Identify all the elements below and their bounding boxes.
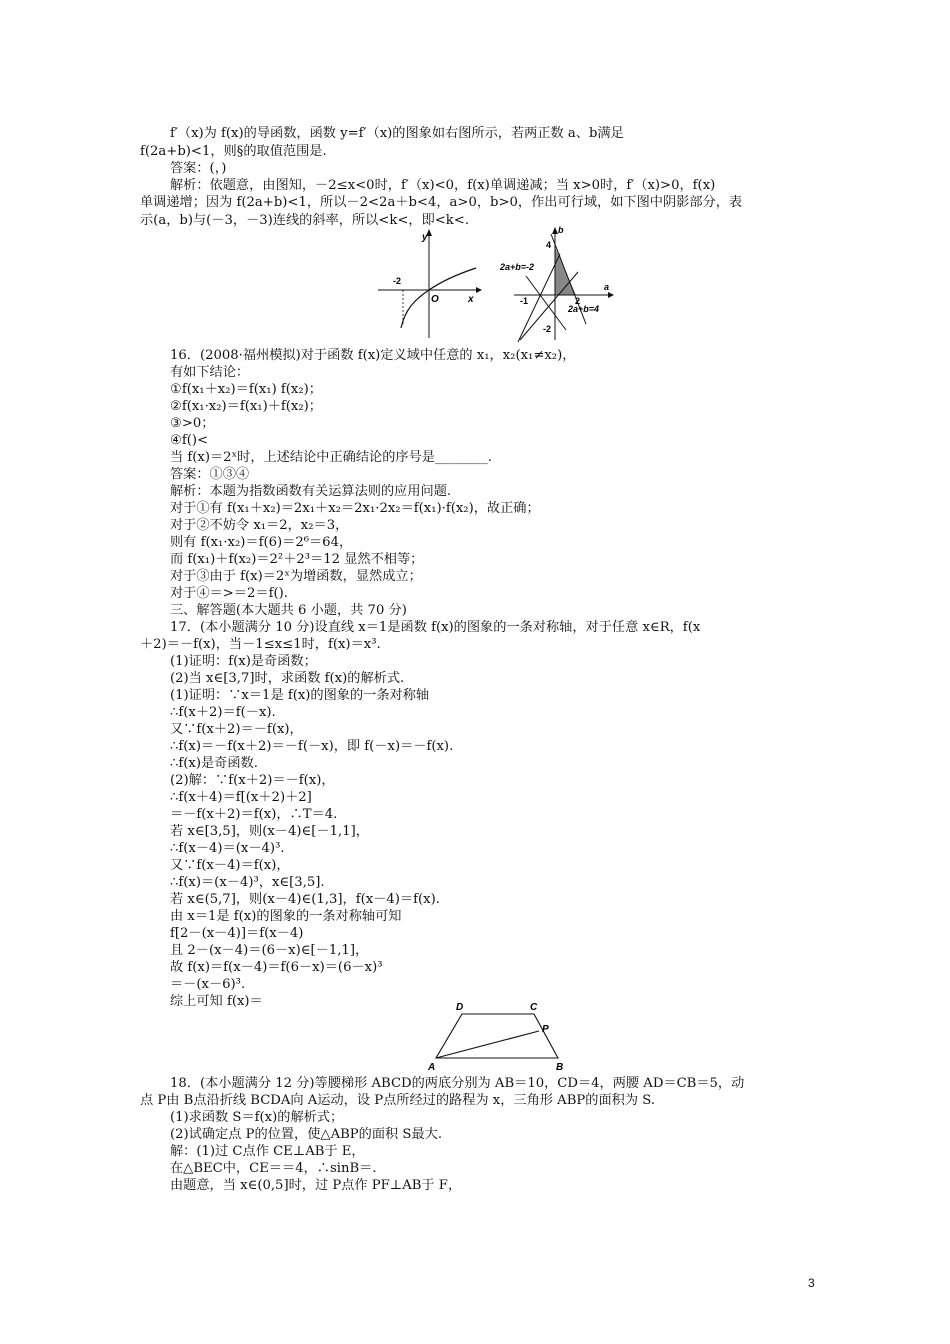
neg-one-label: -1 — [520, 296, 529, 306]
text-line: ②f(x₁·x₂)＝f(x₁)＋f(x₂)； — [170, 399, 322, 414]
text-line: 综上可知 f(x)＝ — [170, 994, 263, 1009]
text-line: ＝－(x－6)³. — [170, 977, 246, 992]
text-line: 若 x∈(5,7]，则(x－4)∈(1,3]，f(x－4)＝f(x). — [170, 892, 440, 907]
text-line: 解析：本题为指数函数有关运算法则的应用问题. — [170, 484, 452, 499]
text-line: 点 P由 B点沿折线 BCDA向 A运动，设 P点所经过的路程为 x，三角形 ABP的面积为 S. — [140, 1093, 655, 1108]
text-line: ∴f(x)是奇函数. — [170, 756, 258, 771]
text-line: ＋2)＝－f(x)，当－1≤x≤1时，f(x)＝x³. — [140, 637, 381, 652]
a-axis-arrow — [608, 292, 614, 298]
two-label: 2 — [575, 296, 581, 306]
text-line: 解析：依题意，由图知，－2≤x<0时，f′（x)<0，f(x)单调递减；当 x>0时，f′（x)>0，f(x) — [170, 178, 716, 193]
neg-two-label: -2 — [543, 324, 552, 334]
text-line: (1)证明：∵x＝1是 f(x)的图象的一条对称轴 — [170, 688, 430, 703]
text-line: 又∵f(x－4)＝f(x)， — [170, 858, 290, 873]
text-line: ③>0； — [170, 416, 215, 431]
text-line: (2)试确定点 P的位置，使△ABP的面积 S最大. — [170, 1127, 443, 1142]
origin-label: O — [431, 294, 439, 305]
text-line: 当 f(x)＝2ˣ时，上述结论中正确结论的序号是________. — [170, 450, 492, 465]
feasible-region-figure — [496, 224, 616, 344]
text-line: 有如下结论： — [170, 365, 250, 380]
point-p-label: P — [542, 1024, 549, 1035]
text-line: 由 x＝1是 f(x)的图象的一条对称轴可知 — [170, 909, 402, 924]
section-heading: 三、解答题(本大题共 6 小题，共 70 分) — [170, 603, 407, 618]
text-line: 对于④＝>＝2＝f(). — [170, 586, 288, 601]
vertex-d-label: D — [456, 1002, 464, 1013]
vertex-b-label: B — [556, 1062, 564, 1072]
text-line: (1)求函数 S＝f(x)的解析式； — [170, 1110, 344, 1125]
text-line: 答案：①③④ — [170, 467, 250, 482]
text-line: ①f(x₁＋x₂)＝f(x₁) f(x₂)； — [170, 382, 322, 397]
text-line: ∴f(x－4)＝(x－4)³. — [170, 841, 285, 856]
text-line: 答案：(，) — [170, 161, 227, 176]
trapezoid-figure — [426, 1000, 574, 1072]
text-line: 则有 f(x₁·x₂)＝f(6)＝2⁶＝64， — [170, 535, 353, 550]
text-line: ∴f(x＋2)＝f(－x). — [170, 705, 276, 720]
text-line: 若 x∈[3,5]，则(x－4)∈[－1,1]， — [170, 824, 369, 839]
text-line: ＝－f(x＋2)＝f(x)，∴T＝4. — [170, 807, 338, 822]
vertex-c-label: C — [530, 1002, 538, 1013]
y-axis-label: y — [422, 232, 428, 243]
text-line: ∴f(x)＝(x－4)³，x∈[3,5]. — [170, 875, 325, 890]
text-line: 且 2－(x－4)＝(6－x)∈[－1,1]， — [170, 943, 369, 958]
page-number: 3 — [808, 1276, 815, 1290]
x-axis-arrow — [476, 287, 482, 293]
text-line: 18．(本小题满分 12 分)等腰梯形 ABCD的两底分别为 AB＝10，CD＝4，两腰 AD＝CB＝5，动 — [170, 1076, 745, 1091]
neg-two-label: -2 — [393, 276, 402, 286]
text-line: 对于②不妨令 x₁＝2，x₂＝3， — [170, 518, 349, 533]
text-line: 而 f(x₁)＋f(x₂)＝2²＋2³＝12 显然不相等； — [170, 552, 424, 567]
text-line: (1)证明：f(x)是奇函数； — [170, 654, 317, 669]
vertex-a-label: A — [428, 1062, 436, 1072]
text-line: f(2a+b)<1，则§的取值范围是. — [140, 144, 327, 159]
text-line: ∴f(x)＝－f(x＋2)＝－f(－x)，即 f(－x)＝－f(x). — [170, 739, 454, 754]
text-line: ∴f(x＋4)＝f[(x＋2)＋2] — [170, 790, 312, 805]
text-line: 17．(本小题满分 10 分)设直线 x＝1是函数 f(x)的图象的一条对称轴，对于任意 x∈R，f(x — [170, 620, 701, 635]
four-label: 4 — [546, 240, 552, 250]
segment-ap — [436, 1031, 539, 1058]
text-line: (2)当 x∈[3,7]时，求函数 f(x)的解析式. — [170, 671, 405, 686]
text-line: f[2－(x－4)]＝f(x－4) — [170, 926, 304, 941]
text-line: 示(a，b)与(－3，－3)连线的斜率，所以<k<，即<k<. — [140, 213, 470, 228]
x-axis-label: x — [468, 294, 474, 305]
trapezoid-shape — [436, 1014, 558, 1058]
derivative-graph-figure — [374, 226, 484, 344]
b-axis-label: b — [558, 225, 564, 235]
text-line: f′（x)为 f(x)的导函数，函数 y=f′（x)的图象如右图所示，若两正数 a、b满足 — [170, 126, 624, 141]
text-line: 单调递增；因为 f(2a+b)<1，所以－2<2a＋b<4，a>0，b>0，作出可行域，如下图中阴影部分，表 — [140, 195, 743, 210]
text-line: ④f()< — [170, 433, 209, 448]
eq-neg2-label: 2a+b=-2 — [500, 262, 535, 272]
text-line: 又∵f(x＋2)＝－f(x)， — [170, 722, 303, 737]
text-line: 16．(2008·福州模拟)对于函数 f(x)定义域中任意的 x₁，x₂(x₁≠x₂)， — [170, 348, 576, 363]
text-line: 故 f(x)＝f(x－4)＝f(6－x)＝(6－x)³ — [170, 960, 383, 975]
eq-4-label: 2a+b=4 — [568, 304, 600, 314]
text-line: 解：(1)过 C点作 CE⊥AB于 E， — [170, 1144, 365, 1159]
a-axis-label: a — [604, 282, 610, 292]
text-line: 对于①有 f(x₁＋x₂)＝2x₁＋x₂＝2x₁·2x₂＝f(x₁)·f(x₂)，故正确； — [170, 501, 540, 516]
text-line: 在△BEC中，CE＝＝4，∴sinB＝. — [170, 1161, 377, 1176]
text-line: 对于③由于 f(x)＝2ˣ为增函数，显然成立； — [170, 569, 422, 584]
text-line: 由题意，当 x∈(0,5]时，过 P点作 PF⊥AB于 F， — [170, 1178, 462, 1193]
text-line: (2)解：∵f(x＋2)＝－f(x)， — [170, 773, 335, 788]
